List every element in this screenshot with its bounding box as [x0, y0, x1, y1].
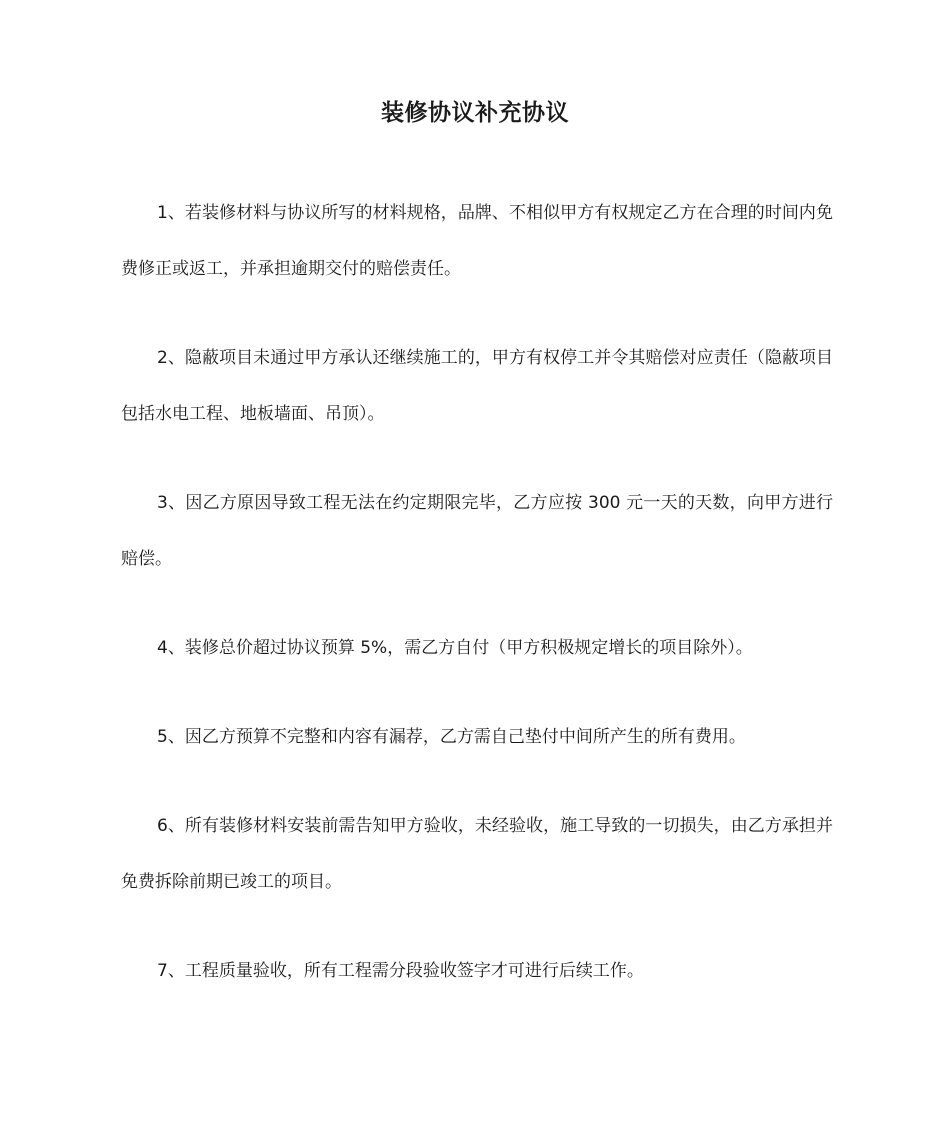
clause-list: [121, 185, 833, 1032]
clause-5: 5、因乙方预算不完整和内容有漏荐，乙方需自己垫付中间所产生的所有费用。: [157, 727, 746, 747]
clause-1: 1、若装修材料与协议所写的材料规格，品牌、不相似甲方有权规定乙方在合理的时间内免费修正或返工，并承担逾期交付的赔偿责任。: [121, 203, 833, 279]
clause-6: 6、所有装修材料安装前需告知甲方验收，未经验收，施工导致的一切损失，由乙方承担并免费拆除前期已竣工的项目。: [121, 816, 833, 892]
document-title: 装修协议补充协议: [381, 100, 569, 126]
clause-4: 4、装修总价超过协议预算 5%，需乙方自付（甲方积极规定增长的项目除外）。: [157, 638, 753, 658]
clause-2: 2、隐蔽项目未通过甲方承认还继续施工的，甲方有权停工并令其赔偿对应责任（隐蔽项目包括水电工程、地板墙面、吊顶）。: [121, 348, 833, 424]
clause-7: 7、工程质量验收，所有工程需分段验收签字才可进行后续工作。: [157, 961, 644, 981]
clause-3: 3、因乙方原因导致工程无法在约定期限完毕，乙方应按 300 元一天的天数，向甲方进行赔偿。: [121, 493, 833, 569]
